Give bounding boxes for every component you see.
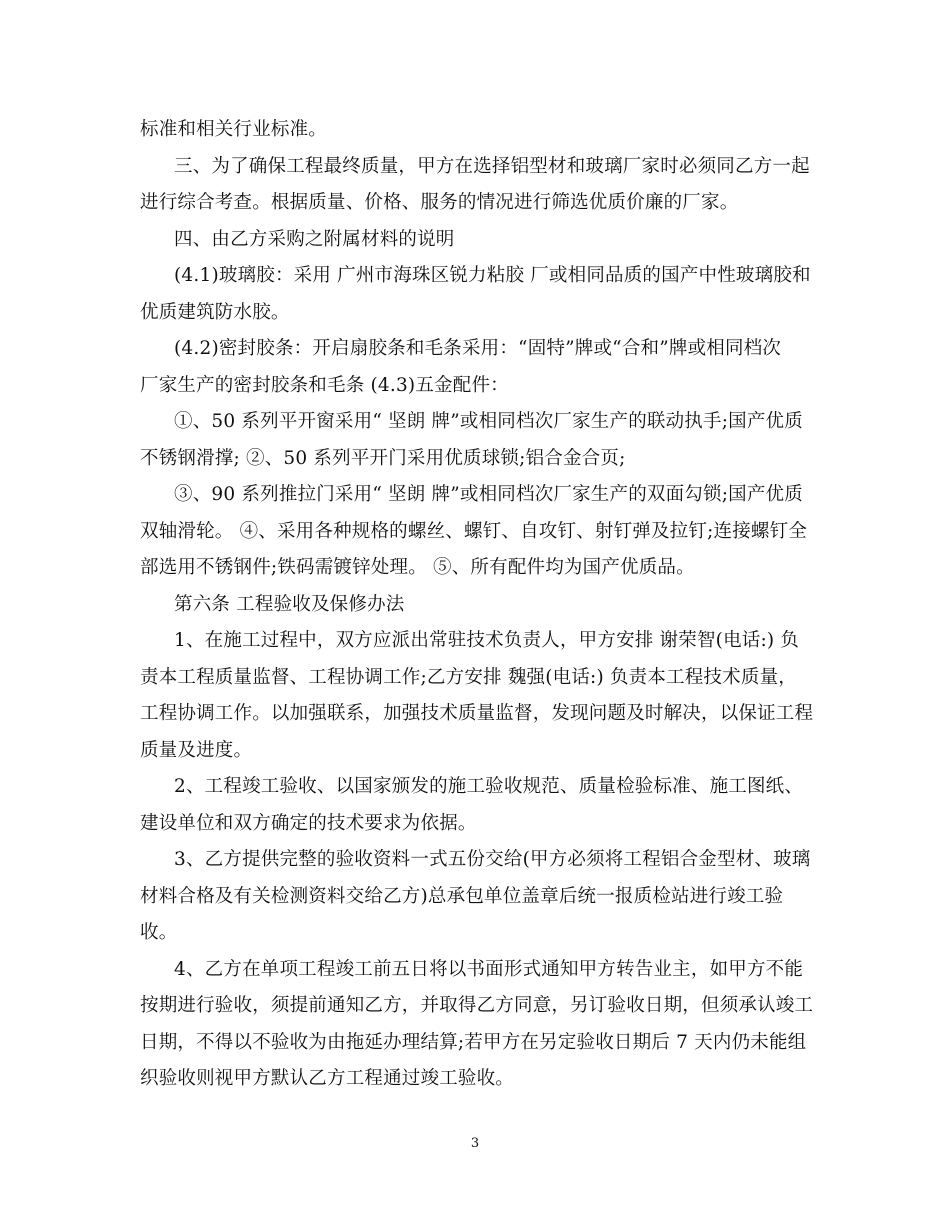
text-line: 建设单位和双方确定的技术要求为依据。 — [140, 812, 477, 834]
text-line: ③、90 系列推拉门采用“ 坚朗 牌”或相同档次厂家生产的双面勾锁;国产优质 — [174, 484, 803, 505]
text-line: 三、为了确保工程最终质量，甲方在选择铝型材和玻璃厂家时必须同乙方一起 — [174, 155, 810, 177]
page-number: 3 — [470, 1136, 480, 1151]
text-line: 优质建筑防水胶。 — [140, 301, 290, 323]
text-line: 日期，不得以不验收为由拖延办理结算;若甲方在另定验收日期后 7 天内仍未能组 — [140, 1031, 807, 1053]
text-line: 按期进行验收，须提前通知乙方，并取得乙方同意，另订验收日期，但须承认竣工 — [140, 995, 814, 1016]
text-line: 厂家生产的密封胶条和毛条 (4.3)五金配件： — [140, 374, 509, 396]
text-line: ①、50 系列平开窗采用“ 坚朗 牌”或相同档次厂家生产的联动执手;国产优质 — [174, 411, 803, 432]
section-heading: 第六条 工程验收及保修办法 — [174, 593, 405, 615]
text-line: 织验收则视甲方默认乙方工程通过竣工验收。 — [140, 1068, 515, 1089]
text-line: 双轴滑轮。 ④、采用各种规格的螺丝、螺钉、自攻钉、射钉弹及拉钉;连接螺钉全 — [140, 520, 808, 542]
document-body — [140, 112, 812, 1098]
text-line: 工程协调工作。以加强联系，加强技术质量监督，发现问题及时解决，以保证工程 — [140, 703, 814, 724]
text-line: (4.1)玻璃胶：采用 广州市海珠区锐力粘胶 厂或相同品质的国产中性玻璃胶和 — [174, 265, 811, 286]
text-line: 责本工程质量监督、工程协调工作;乙方安排 魏强(电话:) 负责本工程技术质量， — [140, 666, 797, 688]
text-line: 进行综合考查。根据质量、价格、服务的情况进行筛选优质价廉的厂家。 — [140, 192, 739, 213]
text-line: 1、在施工过程中，双方应派出常驻技术负责人，甲方安排 谢荣智(电话:) 负 — [174, 630, 800, 651]
text-line: 3、乙方提供完整的验收资料一式五份交给(甲方必须将工程铝合金型材、玻璃 — [174, 849, 811, 870]
text-line: 不锈钢滑撑; ②、50 系列平开门采用优质球锁;铝合金合页; — [140, 447, 626, 469]
text-line: 部选用不锈钢件;铁码需镀锌处理。 ⑤、所有配件均为国产优质品。 — [140, 557, 695, 578]
section-heading: 四、由乙方采购之附属材料的说明 — [174, 228, 455, 250]
text-line: 收。 — [140, 922, 178, 943]
text-line: 4、乙方在单项工程竣工前五日将以书面形式通知甲方转告业主，如甲方不能 — [174, 958, 804, 980]
text-line: 标准和相关行业标准。 — [140, 119, 328, 140]
text-line: (4.2)密封胶条：开启扇胶条和毛条采用：“固特”牌或“合和”牌或相同档次 — [174, 338, 782, 359]
text-line: 质量及进度。 — [140, 739, 253, 761]
text-line: 2、工程竣工验收、以国家颁发的施工验收规范、质量检验标准、施工图纸、 — [174, 776, 804, 797]
text-line: 材料合格及有关检测资料交给乙方)总承包单位盖章后统一报质检站进行竣工验 — [140, 885, 784, 907]
